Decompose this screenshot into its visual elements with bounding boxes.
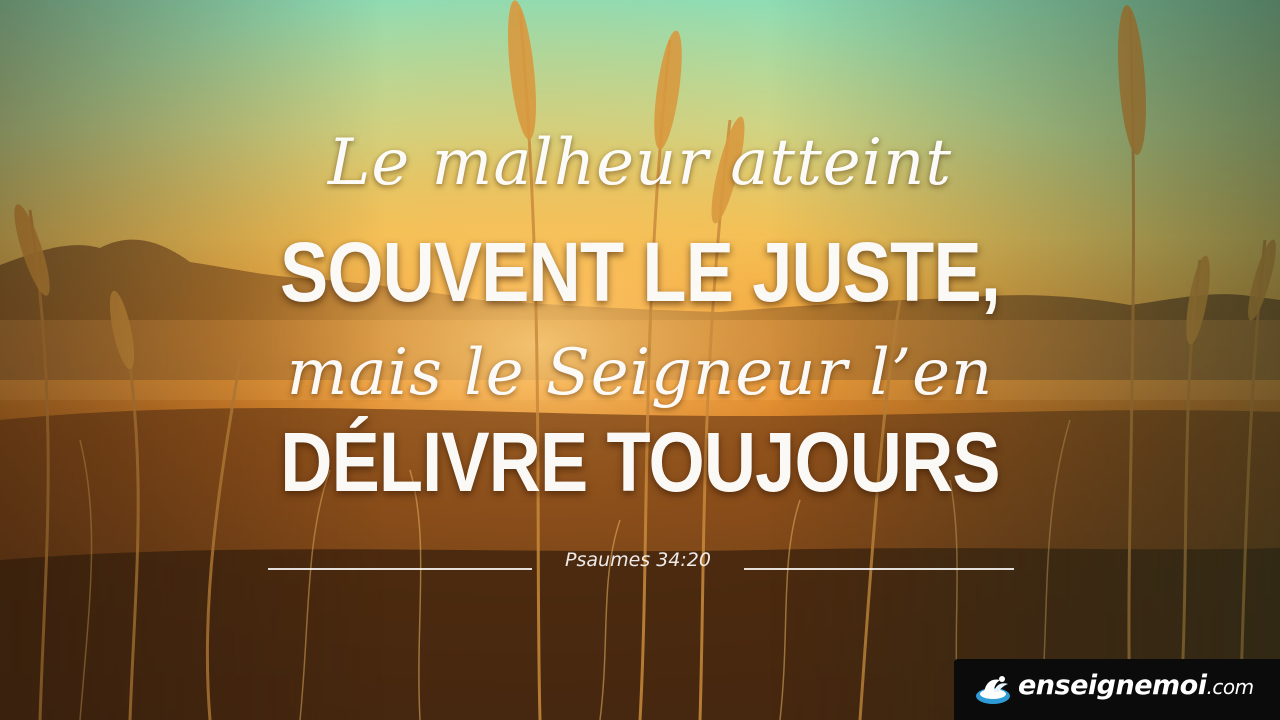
quote-line-2: SOUVENT LE JUSTE, bbox=[280, 225, 1000, 319]
brand-tld: .com bbox=[1206, 675, 1254, 699]
quote-line-4: DÉLIVRE TOUJOURS bbox=[280, 415, 1000, 509]
reference-text: Psaumes 34:20 bbox=[565, 549, 711, 571]
brand-watermark[interactable] bbox=[954, 659, 1280, 720]
quote-line-3: mais le Seigneur l’en bbox=[286, 336, 994, 410]
reference-divider-right bbox=[744, 568, 1014, 570]
scripture-reference bbox=[268, 548, 1014, 574]
brand-name bbox=[1018, 670, 1254, 701]
reference-divider-left bbox=[268, 568, 532, 570]
brand-name-text: enseignemoi bbox=[1018, 670, 1207, 701]
quote-line-1: Le malheur atteint bbox=[327, 126, 953, 200]
brand-logo-icon bbox=[972, 670, 1014, 710]
